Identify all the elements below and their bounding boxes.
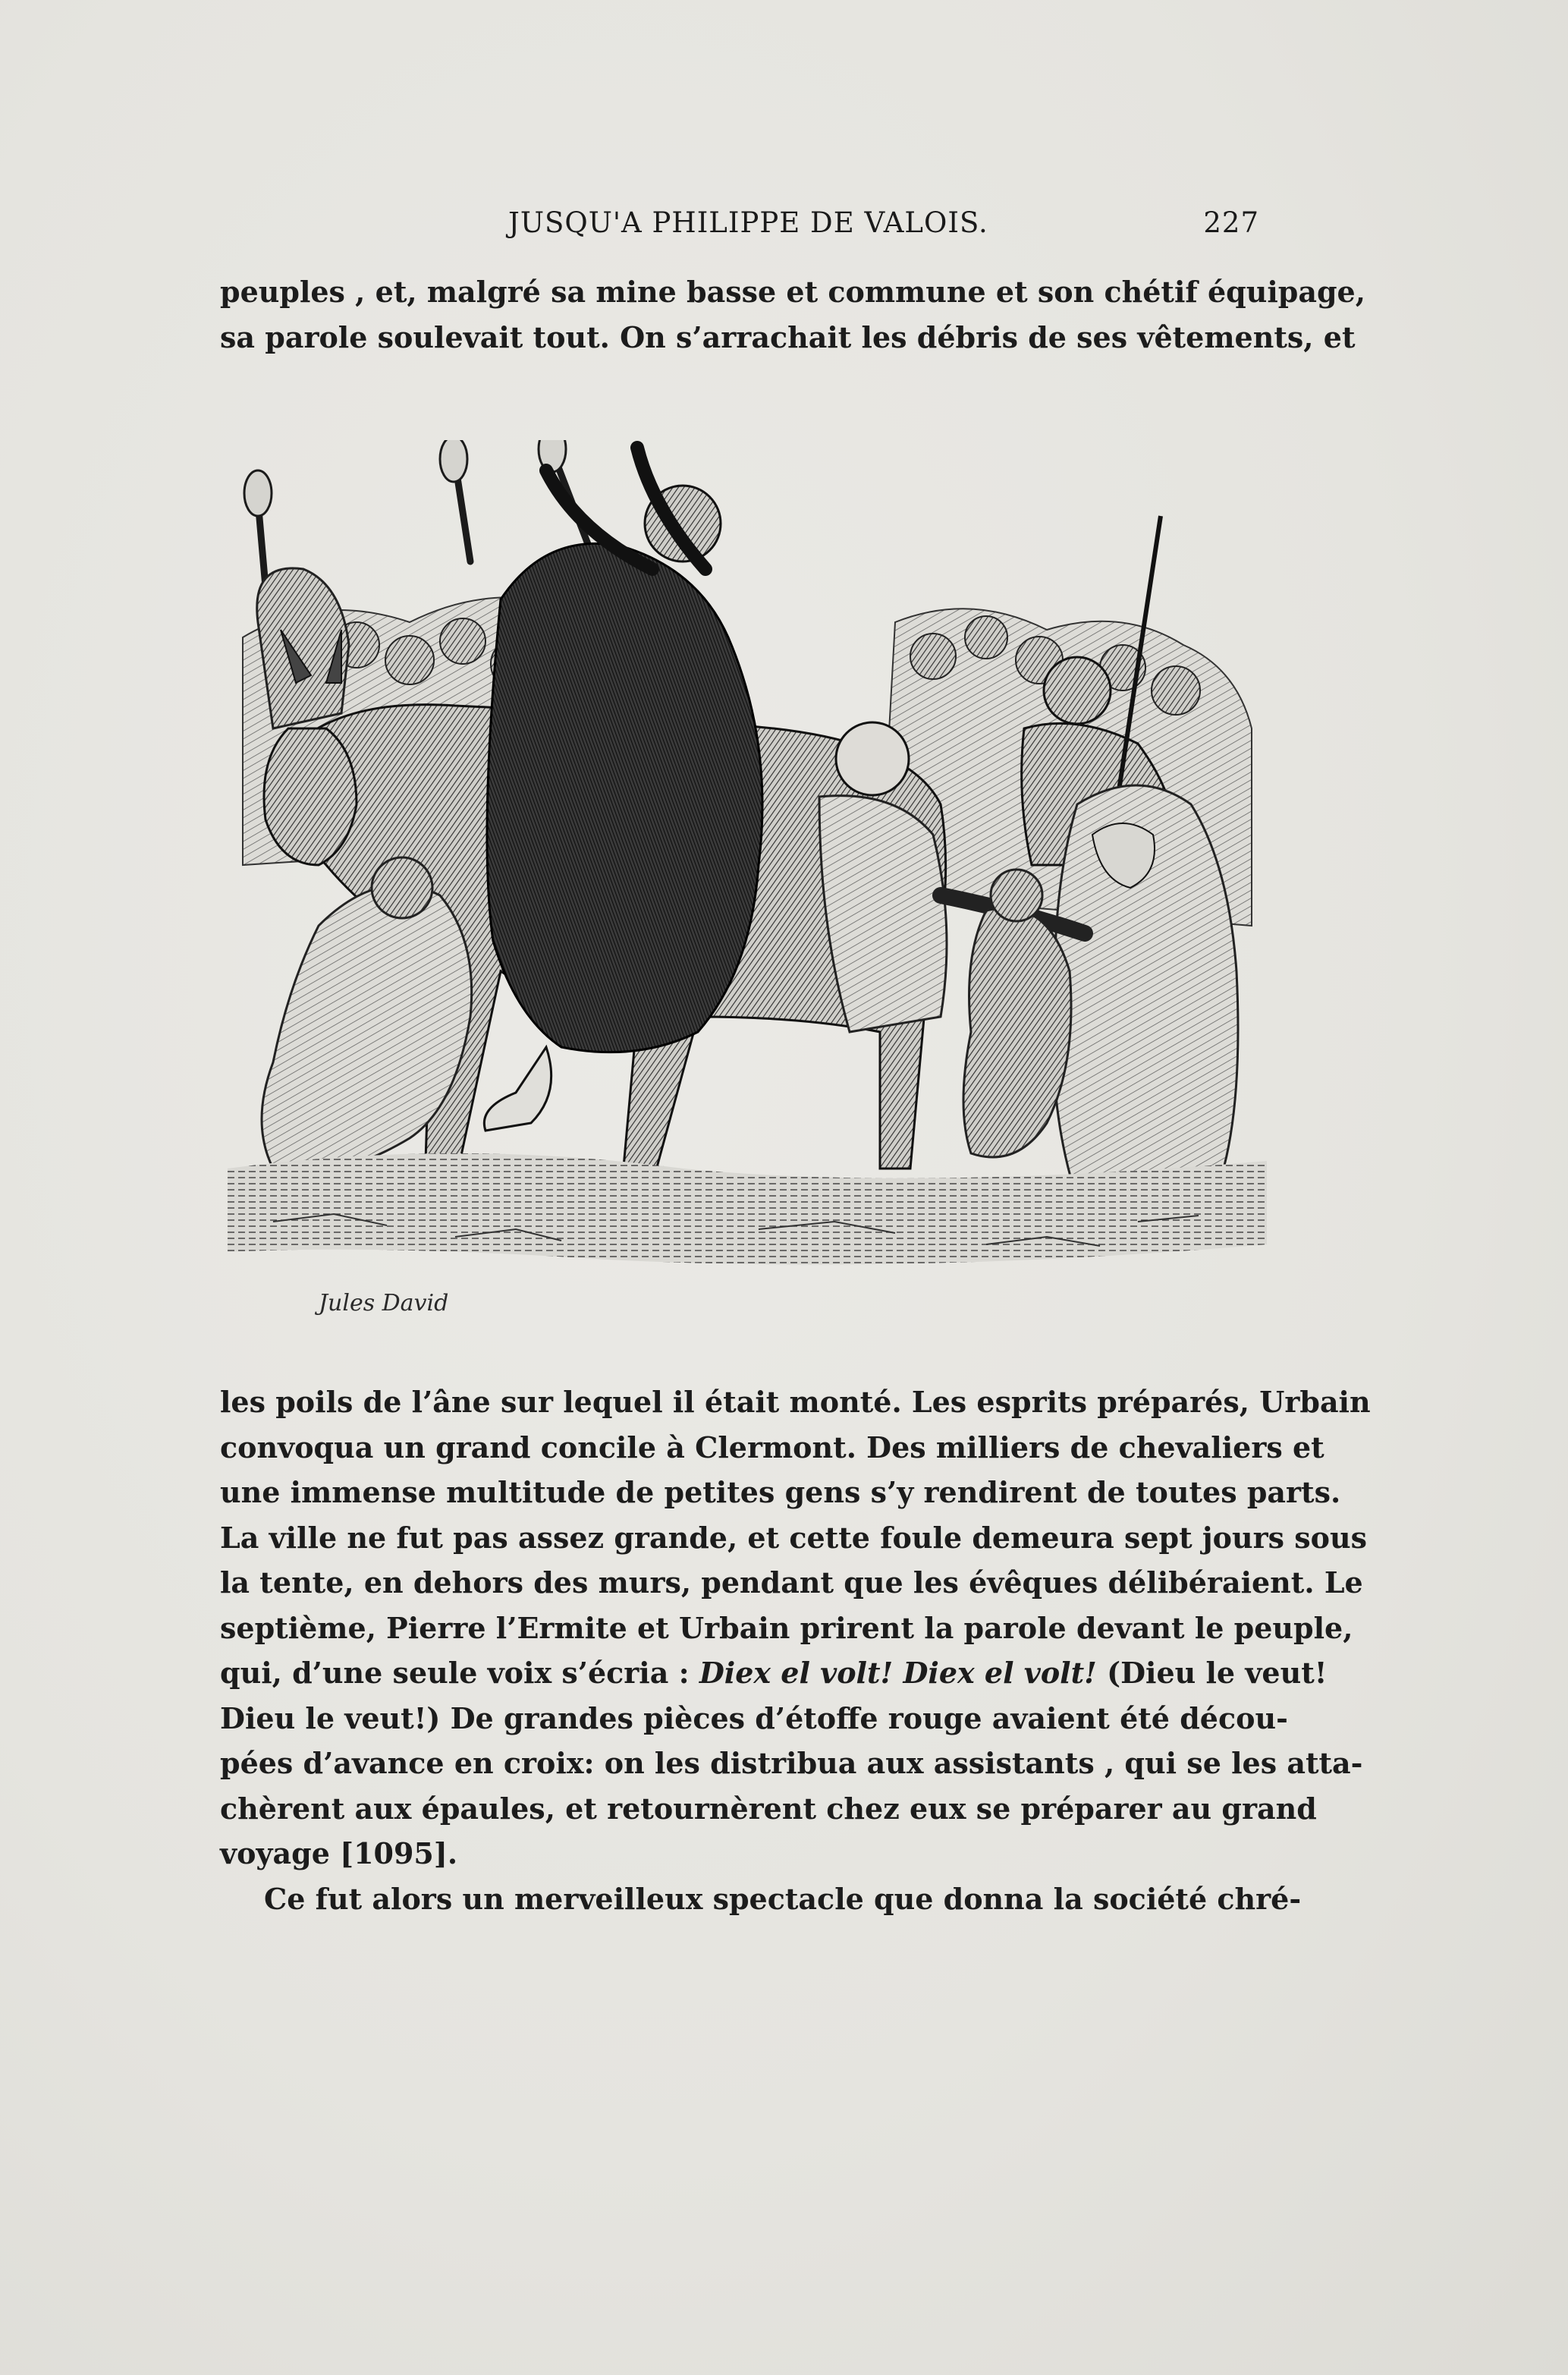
paragraph-top [220,269,1365,360]
text-line: convoqua un grand concile à Clermont. Des milliers de chevaliers et [220,1430,1324,1464]
text-line: sa parole soulevait tout. On s’arrachait les débris de ses vêtements, et [220,319,1356,354]
text-line [220,1650,1328,1696]
text-line: Dieu le veut!) De grandes pièces d’étoffe rouge avaient été décou- [220,1700,1288,1735]
text-line: septième, Pierre l’Ermite et Urbain prirent la parole devant le peuple, [220,1610,1353,1645]
text-line: peuples , et, malgré sa mine basse et commune et son chétif équipage, [220,275,1365,309]
running-title: JUSQU'A PHILIPPE DE VALOIS. [508,206,988,239]
text-line: voyage [1095]. [220,1836,458,1870]
text-line: chèrent aux épaules, et retournèrent chez eux se préparer au grand [220,1791,1317,1826]
artist-signature: Jules David [319,1290,449,1316]
text-segment: (Dieu le veut! [1096,1656,1328,1690]
text-segment: qui, d’une seule voix s’écria : [220,1656,699,1690]
running-head [220,206,1259,244]
text-line: Ce fut alors un merveilleux spectacle que donna la société chré- [264,1881,1302,1916]
text-line: les poils de l’âne sur lequel il était monté. Les esprits préparés, Urbain [220,1385,1371,1419]
engraving-illustration [228,440,1267,1335]
italic-quote: Diex el volt! Diex el volt! [699,1656,1097,1690]
text-line: pées d’avance en croix: on les distribua aux assistants , qui se les atta- [220,1746,1363,1780]
paragraph-bottom [220,1379,1371,1921]
page-number: 227 [1203,206,1259,239]
text-line: une immense multitude de petites gens s’y rendirent de toutes parts. [220,1475,1341,1509]
engraving-drawing [228,440,1267,1335]
text-line: La ville ne fut pas assez grande, et cette foule demeura sept jours sous [220,1520,1368,1555]
text-line: la tente, en dehors des murs, pendant que les évêques délibéraient. Le [220,1565,1363,1600]
